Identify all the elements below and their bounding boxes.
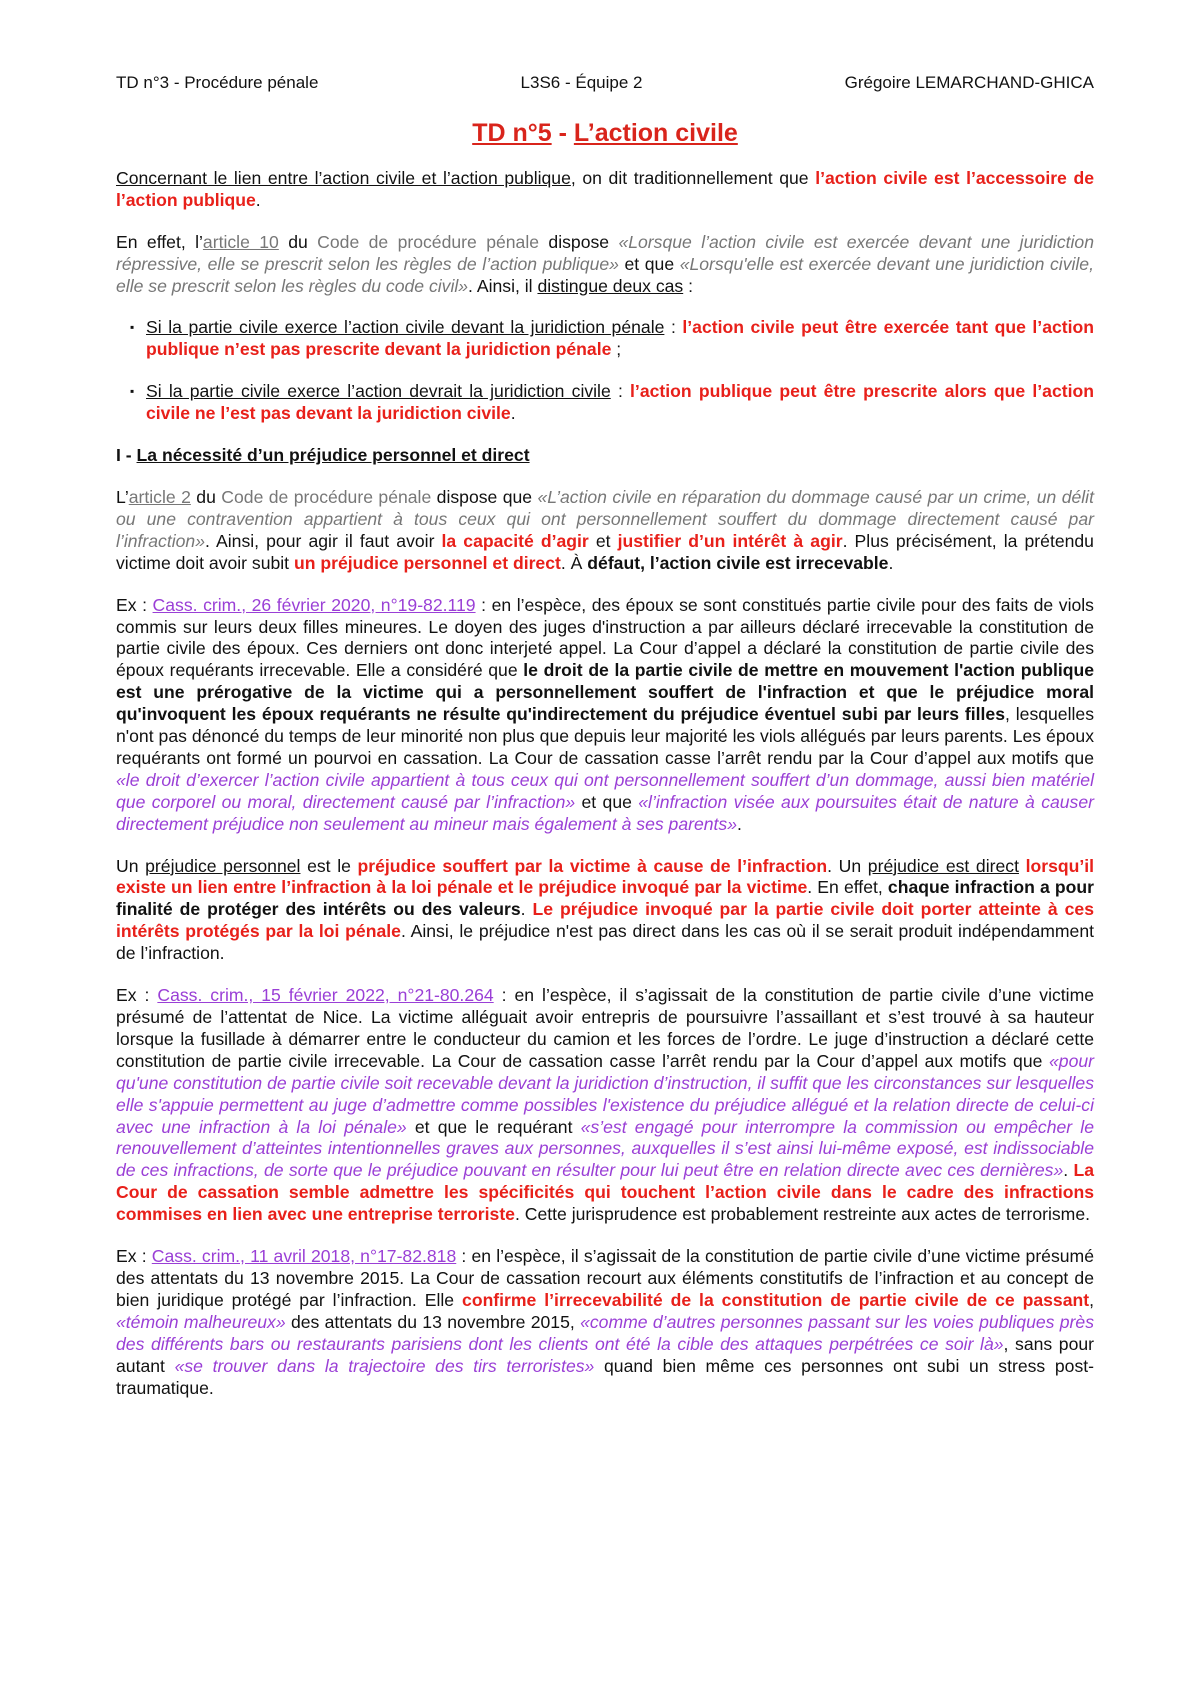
highlight: préjudice souffert par la victime à cause de l’infraction [357,855,828,876]
highlight: justifier d’un intérêt à agir [617,530,843,551]
text: . [520,899,533,920]
page-header [116,72,1094,94]
text: et que [618,253,680,274]
intro-highlight: l’action civile est l’accessoire de l’action publique [116,167,1094,210]
text: , [1089,1289,1095,1310]
text: quand bien même ces personnes ont subi un stress post-traumatique. [116,1355,1094,1398]
text: et [588,530,618,551]
text: En effet, l’ [116,231,203,252]
text: . [737,813,742,834]
quote: «témoin malheureux» [116,1311,286,1332]
text: dispose [539,231,619,252]
case-rule: l’action publique peut être prescrite alors que l’action civile ne l’est pas devant la juridiction civile [146,381,1094,424]
text: , sans pour autant [116,1333,1094,1376]
text: : [664,317,683,338]
intro-text: , on dit traditionnellement que [570,167,816,188]
underlined-text: préjudice est direct [867,855,1019,876]
bold-text: le droit de la partie civile de mettre en mouvement l'action publique est une prérogative de la victime qui a personnellement souffert de l'infraction et que le préjudice moral qu'invoquent les époux requérants ne résulte qu'indirectement du préjudice éventuel subi par leurs filles [116,660,1094,725]
text: : en l’espèce, il s’agissait de la constitution de partie civile d’une victime présumé des attentats du 13 novembre 2015. La Cour de cassation recourt aux éléments constitutifs de l’infraction et au concept de bien juridique protégé par l’infraction. Elle [116,1246,1094,1310]
case-condition: Si la partie civile exerce l’action devrait la juridiction civile [146,381,611,402]
text: Ex : [116,1246,152,1267]
text: et que [575,791,639,812]
text: . Un [827,855,868,876]
text: : [683,275,693,296]
intro-text-end: . [255,189,261,210]
intro-underlined: Concernant le lien entre l’action civile et l’action publique [116,167,571,188]
text: ; [611,339,622,360]
code-reference: Code de procédure pénale [317,231,540,252]
text: . Plus précisément, la prétendu victime doit avoir subit [116,530,1094,573]
text: et que le requérant [406,1116,581,1137]
article-2-paragraph [116,487,1094,575]
text: . [1063,1160,1074,1181]
title-text: L’action civile [573,118,738,147]
code-reference: Code de procédure pénale [221,486,432,507]
underlined-text: préjudice personnel [145,855,301,876]
highlight: confirme l’irrecevabilité de la constitution de partie civile de ce passant [462,1289,1090,1310]
text: . Cette jurisprudence est probablement restreinte aux actes de terrorisme. [514,1204,1090,1225]
case-link[interactable]: Cass. crim., 26 février 2020, n°19-82.119 [152,594,476,615]
text: : [610,381,631,402]
quote: «comme d’autres personnes passant sur les voies publiques près des différents bars ou restaurants parisiens dont les clients ont été la cible des attaques perpétrées ce soir là» [116,1311,1094,1354]
text: Un [116,855,146,876]
example-2-paragraph [116,985,1094,1226]
section-number: I - [116,445,137,466]
text: , lesquelles n'ont pas dénoncé du temps de leur minorité non plus que depuis leur majorité les viols allégués par leurs parents. Les époux requérants ont formé un pourvoi en cassation. La Cour de cassation casse l’arrêt rendu par la Cour d’appel aux motifs que [116,704,1094,768]
cases-list [116,317,1094,425]
quote: «s’est engagé pour interrompre la commission ou empêcher le renouvellement d’atteintes intentionnelles graves aux personnes, auxquelles il s’est ainsi lui-même exposé, est indissociable de ces infractions, de sorte que le préjudice pouvant en résulter pour lui peut être en relation directe avec ces dernières» [116,1116,1095,1181]
definition-paragraph [116,856,1094,966]
text: : en l’espèce, il s’agissait de la constitution de partie civile d’une victime présumé de l’attentat de Nice. La victime alléguait avoir entrepris de poursuivre l’assaillant et s’est trouvé à sa hauteur lorsque la fusillade à démarrer entre le conducteur du camion et les forces de l’ordre. Le juge d’instruction a déclaré cette constitution de partie civile irrecevable. La Cour de cassation casse l’arrêt rendu par la Cour d’appel aux motifs que [116,985,1095,1071]
highlight: un préjudice personnel et direct [293,552,561,573]
text: est le [300,855,358,876]
quote: «pour qu'une constitution de partie civile soit recevable devant la juridiction d’instruction, il suffit que les circonstances sur lesquelles elle s'appuie permettent au juge d’admettre comme possibles l'existence du préjudice allégué et la relation directe de celui-ci avec une infraction à la loi pénale» [116,1050,1094,1137]
text: Ex : [116,985,158,1006]
quote: «l’infraction visée aux poursuites était de nature à causer directement préjudice non seulement au mineur mais également à ses parents» [116,791,1094,834]
header-group: L3S6 - Équipe 2 [520,73,643,92]
case-link[interactable]: Cass. crim., 11 avril 2018, n°17-82.818 [151,1246,457,1267]
article-10-paragraph [116,232,1094,298]
article-10-link[interactable]: article 10 [202,231,279,252]
text: . Ainsi, pour agir il faut avoir [205,530,442,551]
text: . [510,403,516,424]
highlight: Le préjudice invoqué par la partie civile doit porter atteinte à ces intérêts protégés par la loi pénale [116,899,1094,942]
text: des attentats du 13 novembre 2015, [285,1311,581,1332]
text: du [278,231,318,252]
bold-text: chaque infraction a pour finalité de protéger des intérêts ou des valeurs [116,877,1094,920]
intro-paragraph [116,168,1094,212]
section-heading [116,445,1094,467]
section-title: La nécessité d’un préjudice personnel et direct [136,445,530,466]
document-title [116,118,1094,148]
case-condition: Si la partie civile exerce l’action civile devant la juridiction pénale [146,317,665,338]
list-item [116,381,1094,425]
text: . [888,552,894,573]
title-separator: - [551,118,574,147]
quote: «L’action civile en réparation du dommage causé par un crime, un délit ou une contravention appartient à tous ceux qui ont personnellement souffert du dommage directement causé par l’infraction» [116,486,1094,551]
text: . Ainsi, le préjudice n'est pas direct dans les cas où il se serait produit indépendamment de l’infraction. [116,921,1095,964]
text: L’ [116,486,129,507]
highlight: la capacité d’agir [441,530,589,551]
case-link[interactable]: Cass. crim., 15 février 2022, n°21-80.264 [157,985,494,1006]
example-1-paragraph [116,595,1094,836]
quote: «le droit d’exercer l’action civile appartient à tous ceux qui ont personnellement souffert d’un dommage, aussi bien matériel que corporel ou moral, directement causé par l’infraction» [116,769,1094,812]
bold-text: défaut, l’action civile est irrecevable [587,552,889,573]
highlight: lorsqu’il existe un lien entre l’infraction à la loi pénale et le préjudice invoqué par la victime [116,855,1095,898]
example-3-paragraph [116,1246,1094,1399]
text: : en l’espèce, des époux se sont constitués partie civile pour des faits de viols commis sur leurs deux filles mineures. Le doyen des juges d'instruction a par ailleurs déclaré irrecevable la constitution de partie civile des époux. Ces derniers ont donc interjeté appel. La Cour d’appel a déclaré la constitution de partie civile des époux requérants irrecevable. Elle a considéré que [116,594,1094,681]
header-author: Grégoire LEMARCHAND-GHICA [844,73,1094,92]
highlight: La Cour de cassation semble admettre les spécificités qui touchent l’action civile dans le cadre des infractions commises en lien avec une entreprise terroriste [116,1160,1094,1225]
text: . Ainsi, il [468,275,538,296]
title-number: TD n°5 [472,118,552,147]
underlined-text: distingue deux cas [537,275,684,296]
text: . À [560,552,588,573]
text: du [190,486,222,507]
quote: «se trouver dans la trajectoire des tirs terroristes» [174,1355,595,1376]
text: Ex : [116,594,153,615]
text: dispose que [431,486,538,507]
case-rule: l’action civile peut être exercée tant que l’action publique n’est pas prescrite devant la juridiction pénale [146,317,1095,360]
quote: «Lorsqu'elle est exercée devant une juridiction civile, elle se prescrit selon les règles du code civil» [116,253,1094,296]
text: . En effet, [807,877,888,898]
list-item [116,317,1094,361]
quote: «Lorsque l’action civile est exercée devant une juridiction répressive, elle se prescrit selon les règles de l’action publique» [116,231,1094,274]
text [1019,856,1026,876]
article-2-link[interactable]: article 2 [128,486,191,507]
header-course: TD n°3 - Procédure pénale [116,73,319,92]
